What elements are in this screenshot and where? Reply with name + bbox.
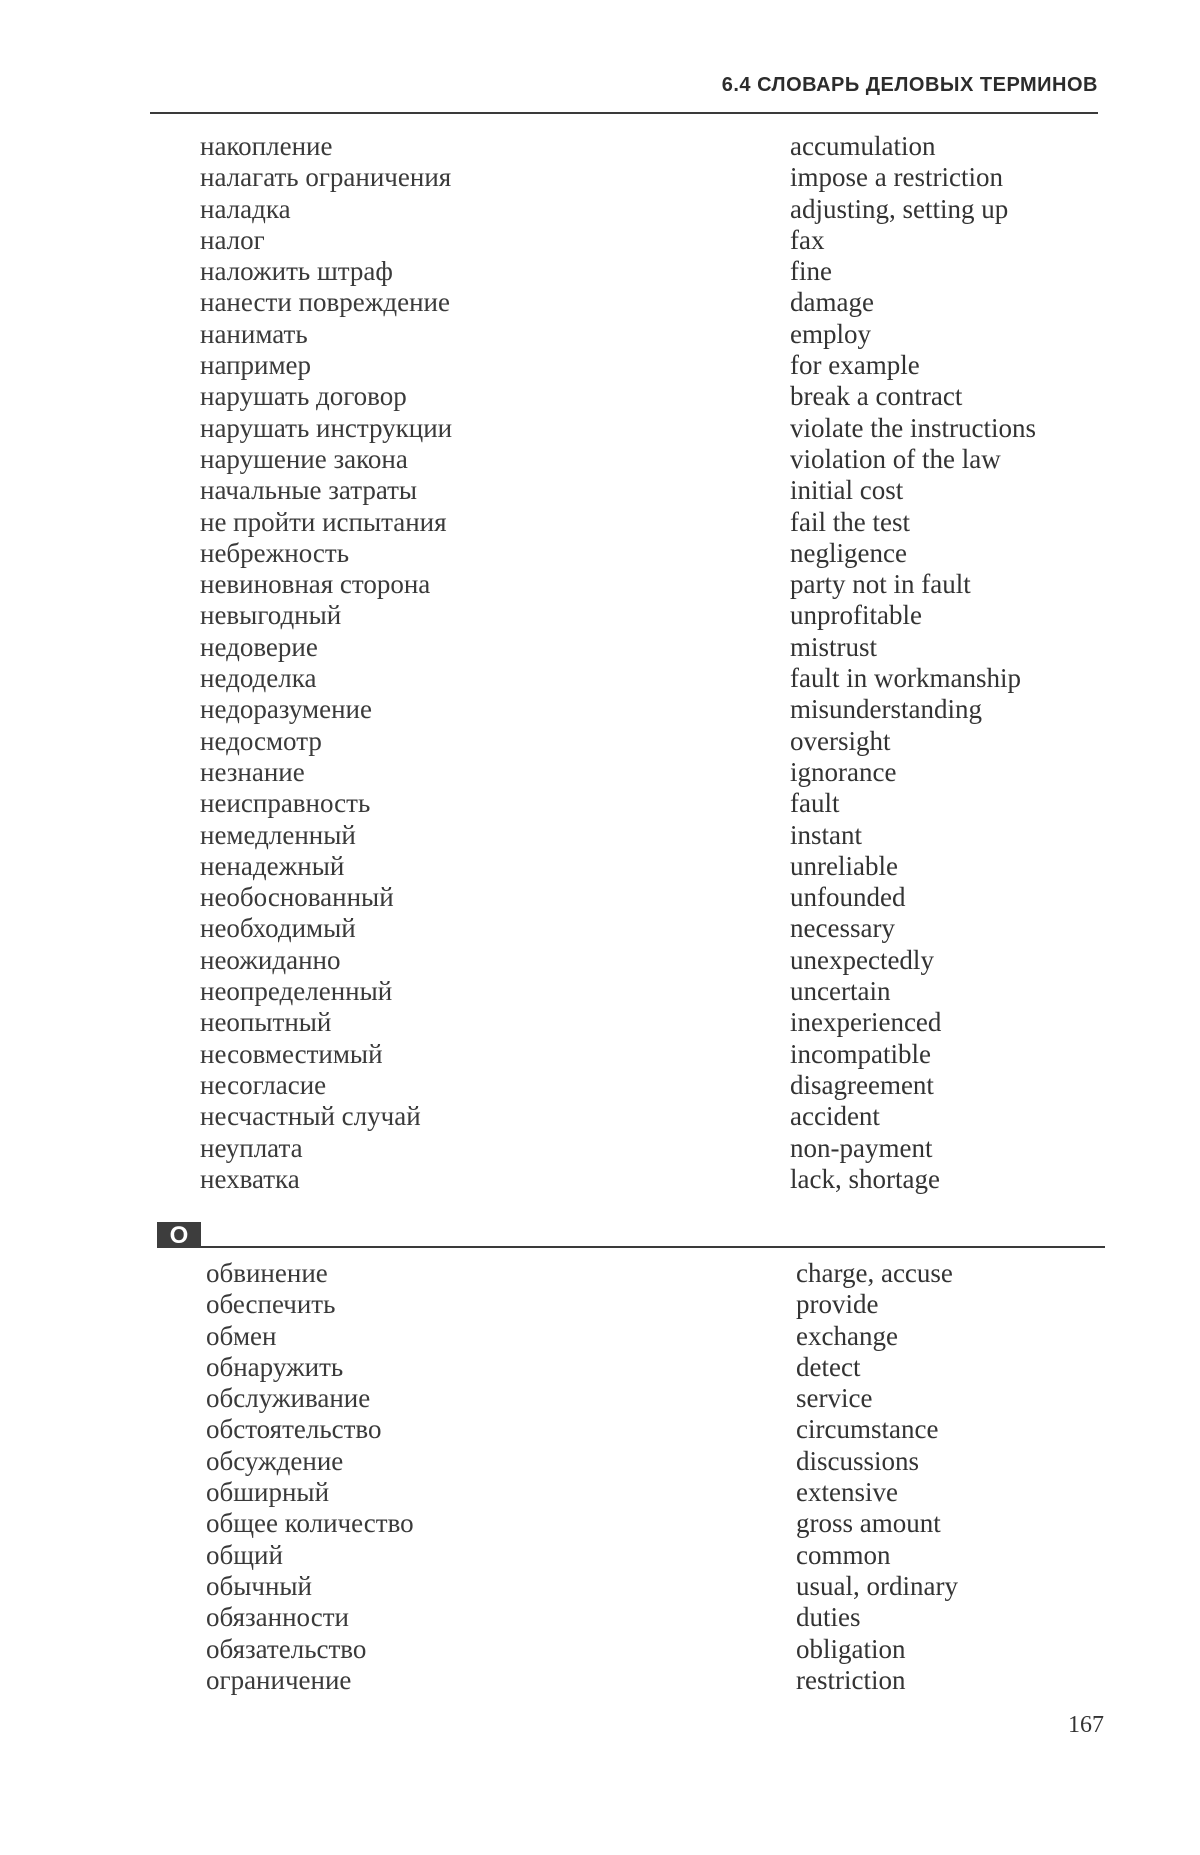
english-translation: duties — [796, 1602, 861, 1633]
russian-term: немедленный — [200, 819, 356, 850]
english-translation: party not in fault — [790, 569, 971, 600]
english-translation: unprofitable — [790, 600, 922, 631]
russian-term: несчастный случай — [200, 1101, 421, 1132]
russian-term: недоделка — [200, 663, 317, 694]
english-translation: unexpectedly — [790, 944, 934, 975]
russian-term: необходимый — [200, 913, 356, 944]
page-number: 167 — [1068, 1712, 1104, 1738]
russian-term: невыгодный — [200, 600, 342, 631]
english-translation: inexperienced — [790, 1007, 942, 1038]
english-translation: discussions — [796, 1445, 920, 1476]
english-translation: detect — [796, 1351, 861, 1382]
russian-term: нарушать договор — [200, 381, 407, 412]
english-translation: fault in workmanship — [790, 663, 1021, 694]
russian-term: наложить штраф — [200, 256, 393, 287]
english-translation: exchange — [796, 1320, 898, 1351]
russian-term: нарушение закона — [200, 443, 408, 474]
english-translation: non-payment — [790, 1132, 933, 1163]
english-translation: common — [796, 1539, 891, 1570]
english-translation: employ — [790, 318, 871, 349]
russian-term: обязательство — [206, 1633, 367, 1664]
russian-term: неопытный — [200, 1007, 332, 1038]
russian-term: несовместимый — [200, 1038, 383, 1069]
russian-term: обстоятельство — [206, 1414, 382, 1445]
english-translation: ignorance — [790, 756, 897, 787]
english-translation: break a contract — [790, 381, 963, 412]
section-letter-badge: O — [157, 1222, 201, 1248]
english-translation: provide — [796, 1289, 879, 1320]
russian-term: обнаружить — [206, 1351, 344, 1382]
english-translation: violate the instructions — [790, 412, 1036, 443]
russian-term: ненадежный — [200, 850, 345, 881]
section-o-divider — [157, 1222, 1105, 1248]
russian-term: обсуждение — [206, 1445, 344, 1476]
english-translation: uncertain — [790, 976, 891, 1007]
russian-term: нарушать инструкции — [200, 412, 453, 443]
russian-term: обязанности — [206, 1602, 349, 1633]
russian-term: небрежность — [200, 537, 350, 568]
russian-term: несогласие — [200, 1069, 327, 1100]
english-translation: fault — [790, 788, 840, 819]
russian-term: начальные затраты — [200, 475, 418, 506]
english-translation: negligence — [790, 537, 907, 568]
russian-term: неуплата — [200, 1132, 303, 1163]
english-translation: charge, accuse — [796, 1258, 953, 1288]
english-translation: accumulation — [790, 131, 936, 161]
russian-term: общее количество — [206, 1508, 414, 1539]
english-translation: extensive — [796, 1477, 898, 1508]
russian-term: например — [200, 350, 312, 381]
russian-term: накопление — [200, 131, 333, 161]
russian-term: общий — [206, 1539, 283, 1570]
english-translation: unreliable — [790, 850, 898, 881]
english-translation: unfounded — [790, 882, 906, 913]
russian-term: неожиданно — [200, 944, 341, 975]
english-translation: fax — [790, 224, 825, 255]
header-title: 6.4 СЛОВАРЬ ДЕЛОВЫХ ТЕРМИНОВ — [721, 74, 1098, 96]
russian-term: обширный — [206, 1477, 330, 1508]
english-translation: impose a restriction — [790, 162, 1003, 193]
english-translation: obligation — [796, 1633, 906, 1664]
russian-term: невиновная сторона — [200, 569, 431, 600]
russian-term: ограничение — [206, 1664, 352, 1695]
english-translation: service — [796, 1383, 873, 1414]
russian-term: недоразумение — [200, 694, 372, 725]
english-translation: restriction — [796, 1664, 906, 1695]
russian-term: наладка — [200, 193, 291, 224]
russian-term: налог — [200, 224, 265, 255]
english-translation: mistrust — [790, 631, 878, 662]
russian-term: неопределенный — [200, 976, 393, 1007]
english-translation: lack, shortage — [790, 1163, 940, 1194]
russian-term: недосмотр — [200, 725, 322, 756]
english-translation: circumstance — [796, 1414, 939, 1445]
russian-term: обслуживание — [206, 1383, 371, 1414]
english-translation: initial cost — [790, 475, 904, 506]
russian-term: обвинение — [206, 1258, 328, 1288]
english-translation: oversight — [790, 725, 891, 756]
english-translation: misunderstanding — [790, 694, 982, 725]
english-translation: fail the test — [790, 506, 910, 537]
russian-term: неисправность — [200, 788, 371, 819]
english-translation: usual, ordinary — [796, 1570, 958, 1601]
english-translation: incompatible — [790, 1038, 931, 1069]
russian-term: обмен — [206, 1320, 277, 1351]
english-translation: instant — [790, 819, 862, 850]
english-translation: accident — [790, 1101, 880, 1132]
russian-term: нехватка — [200, 1163, 300, 1194]
russian-term: недоверие — [200, 631, 318, 662]
russian-term: налагать ограничения — [200, 162, 452, 193]
russian-term: обычный — [206, 1570, 312, 1601]
english-translation: for example — [790, 350, 920, 381]
section-rule — [201, 1246, 1105, 1248]
english-translation: necessary — [790, 913, 895, 944]
english-translation: gross amount — [796, 1508, 941, 1539]
russian-term: незнание — [200, 756, 305, 787]
russian-term: обеспечить — [206, 1289, 336, 1320]
english-translation: disagreement — [790, 1069, 934, 1100]
english-translation: adjusting, setting up — [790, 193, 1009, 224]
english-translation: fine — [790, 256, 832, 287]
russian-term: не пройти испытания — [200, 506, 447, 537]
english-translation: violation of the law — [790, 443, 1001, 474]
russian-term: нанимать — [200, 318, 308, 349]
russian-term: необоснованный — [200, 882, 394, 913]
english-translation: damage — [790, 287, 874, 318]
running-header — [150, 74, 1098, 114]
russian-term: нанести повреждение — [200, 287, 450, 318]
